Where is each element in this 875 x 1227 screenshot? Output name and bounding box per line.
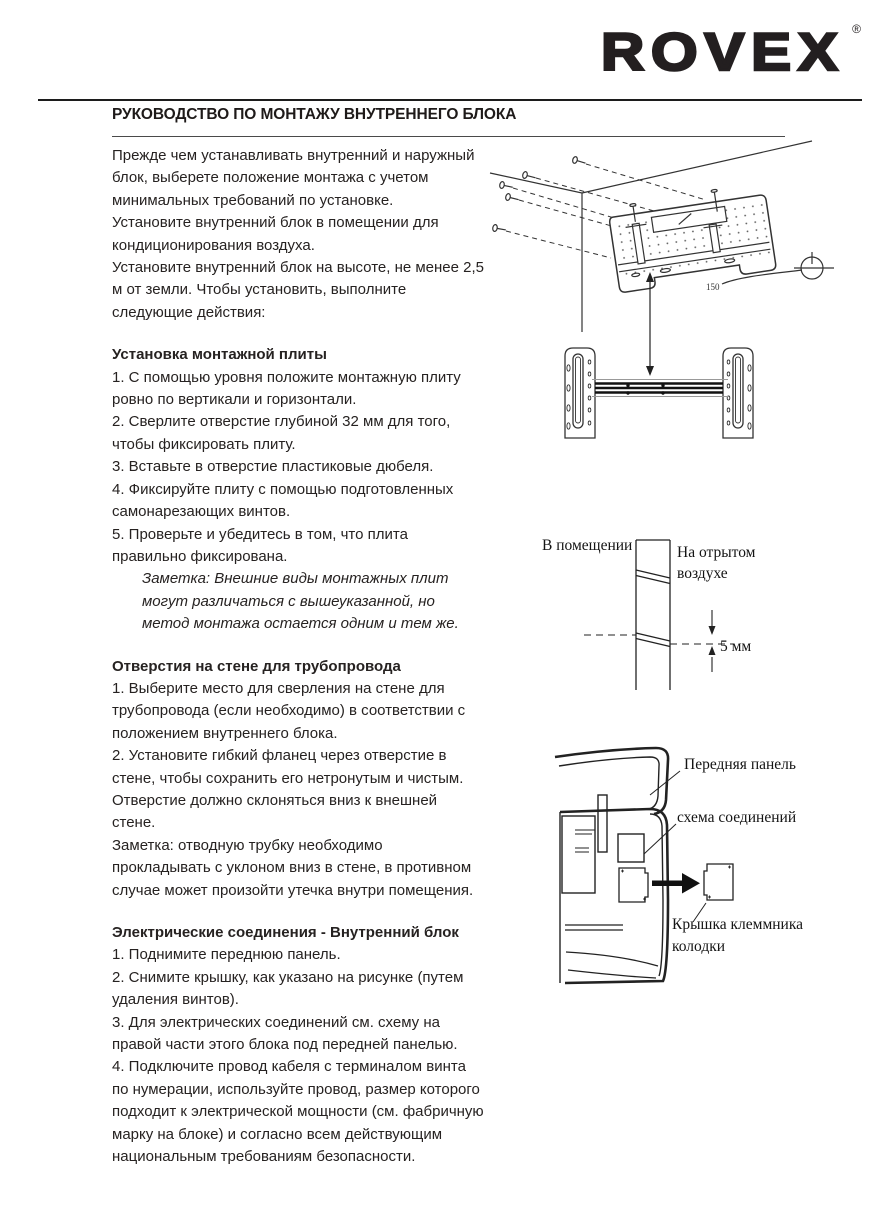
wall-corner-lines bbox=[490, 173, 582, 332]
intro-paragraph: Прежде чем устанавливать внутренний и наружный блок, выберете положение монтажа с учетом минимальных требований по установке. bbox=[112, 147, 475, 209]
outdoor-label-line2: воздухе bbox=[677, 565, 728, 582]
list-item: 1. С помощью уровня положите монтажную плиту ровно по вертикали и горизонтали. bbox=[112, 368, 461, 409]
terminal-cover-label-line2: колодки bbox=[672, 938, 726, 955]
upper-pipe-hole bbox=[636, 570, 670, 584]
dimension-arrows bbox=[709, 610, 716, 672]
leader-wiring bbox=[644, 824, 676, 854]
list-item: 3. Вставьте в отверстие пластиковые дюбеля. bbox=[112, 458, 434, 476]
terminal-cover-label-line1: Крышка клеммника bbox=[672, 916, 804, 933]
page-title: РУКОВОДСТВО ПО МОНТАЖУ ВНУТРЕННЕГО БЛОКА bbox=[112, 106, 517, 123]
screw-icon bbox=[505, 193, 519, 203]
list-item: 1. Поднимите переднюю панель. bbox=[112, 946, 341, 964]
wiring-diagram-plate bbox=[618, 834, 644, 862]
left-compartment bbox=[562, 816, 595, 893]
screw-icon bbox=[499, 181, 513, 190]
wiring-label: схема соединений bbox=[677, 809, 797, 826]
horizontal-rails bbox=[592, 380, 728, 397]
section-heading-mounting-plate: Установка монтажной плиты bbox=[112, 346, 327, 364]
list-item: 1. Выберите место для сверления на стене для трубопровода (если необходимо) в соответствии с положением внутреннего блока. bbox=[112, 679, 466, 742]
intro-paragraph: Установите внутренний блок в помещении для кондиционирования воздуха. bbox=[112, 214, 439, 254]
screw-icon bbox=[572, 156, 587, 166]
gap-dimension-label: 5 мм bbox=[720, 638, 752, 655]
list-item: 2. Сверлите отверстие глубиной 32 мм для того, чтобы фиксировать плиту. bbox=[112, 413, 451, 453]
list-item: 3. Для электрических соединений см. схему на правой части этого блока под передней панелью. bbox=[112, 1013, 458, 1054]
plate-dimension-label: 150 bbox=[706, 282, 720, 292]
section-heading-electrical: Электрические соединения - Внутренний блок bbox=[112, 924, 459, 941]
header-divider bbox=[38, 99, 862, 101]
terminal-cover-removed bbox=[704, 864, 733, 900]
diagram-mounting-plate-installation bbox=[490, 141, 834, 376]
list-item: Отверстие должно склоняться вниз к внешней стене. bbox=[112, 791, 438, 832]
front-panel-label: Передняя панель bbox=[684, 756, 796, 773]
leader-front-panel bbox=[650, 771, 680, 795]
diagram-plate-leveling bbox=[565, 348, 753, 438]
screw-icon bbox=[492, 224, 506, 233]
list-item: 2. Снимите крышку, как указано на рисунке (путем удаления винтов). bbox=[112, 968, 464, 1009]
body-text-column bbox=[112, 145, 484, 1168]
intro-paragraph: Установите внутренний блок на высоте, не менее 2,5 м от земли. Чтобы установить, выполните следующие действия: bbox=[112, 259, 485, 321]
outdoor-label-line1: На отрытом bbox=[677, 544, 756, 561]
indoor-label: В помещении bbox=[542, 537, 633, 554]
list-item: 5. Проверьте и убедитесь в том, что плита правильно фиксирована. bbox=[112, 525, 408, 565]
lower-pipe-hole bbox=[636, 633, 670, 647]
brand-logo bbox=[601, 22, 861, 82]
registered-trademark-icon: ® bbox=[852, 22, 861, 36]
list-item: 4. Фиксируйте плиту с помощью подготовленных самонарезающих винтов. bbox=[112, 480, 454, 521]
title-underline bbox=[112, 136, 785, 137]
terminal-cover-installed bbox=[619, 868, 648, 902]
remove-arrow bbox=[652, 873, 700, 894]
diagram-column bbox=[480, 140, 875, 1020]
diagram-wall-hole-section bbox=[542, 537, 756, 690]
list-item: 2. Установите гибкий фланец через отверстие в стене, чтобы сохранить его нетронутым и чистым. bbox=[112, 747, 464, 787]
brand-logo-text: ROVEX bbox=[601, 23, 845, 82]
diagram-indoor-unit-electrical bbox=[555, 748, 803, 983]
list-item: 4. Подключите провод кабеля с терминалом винта по нумерации, используйте провод, размер которого подходит к электрической мощности (см. фабричную марку на блоке) и согласно всем действующим национальным требованиям безопасности. bbox=[112, 1058, 484, 1166]
note-text: Заметка: Внешние виды монтажных плит могут различаться с вышеуказанной, но метод монтажа остается одним и тем же. bbox=[142, 570, 459, 633]
panel-support-rod bbox=[598, 795, 607, 852]
ceiling-edge-line bbox=[582, 141, 812, 193]
list-item: Заметка: отводную трубку необходимо прокладывать с уклоном вниз в стене, в противном случае может произойти утечка внутри помещения. bbox=[112, 836, 474, 899]
section-heading-wall-holes: Отверстия на стене для трубопровода bbox=[112, 657, 401, 675]
screw-icon bbox=[522, 171, 537, 181]
front-panel-open bbox=[555, 748, 668, 814]
